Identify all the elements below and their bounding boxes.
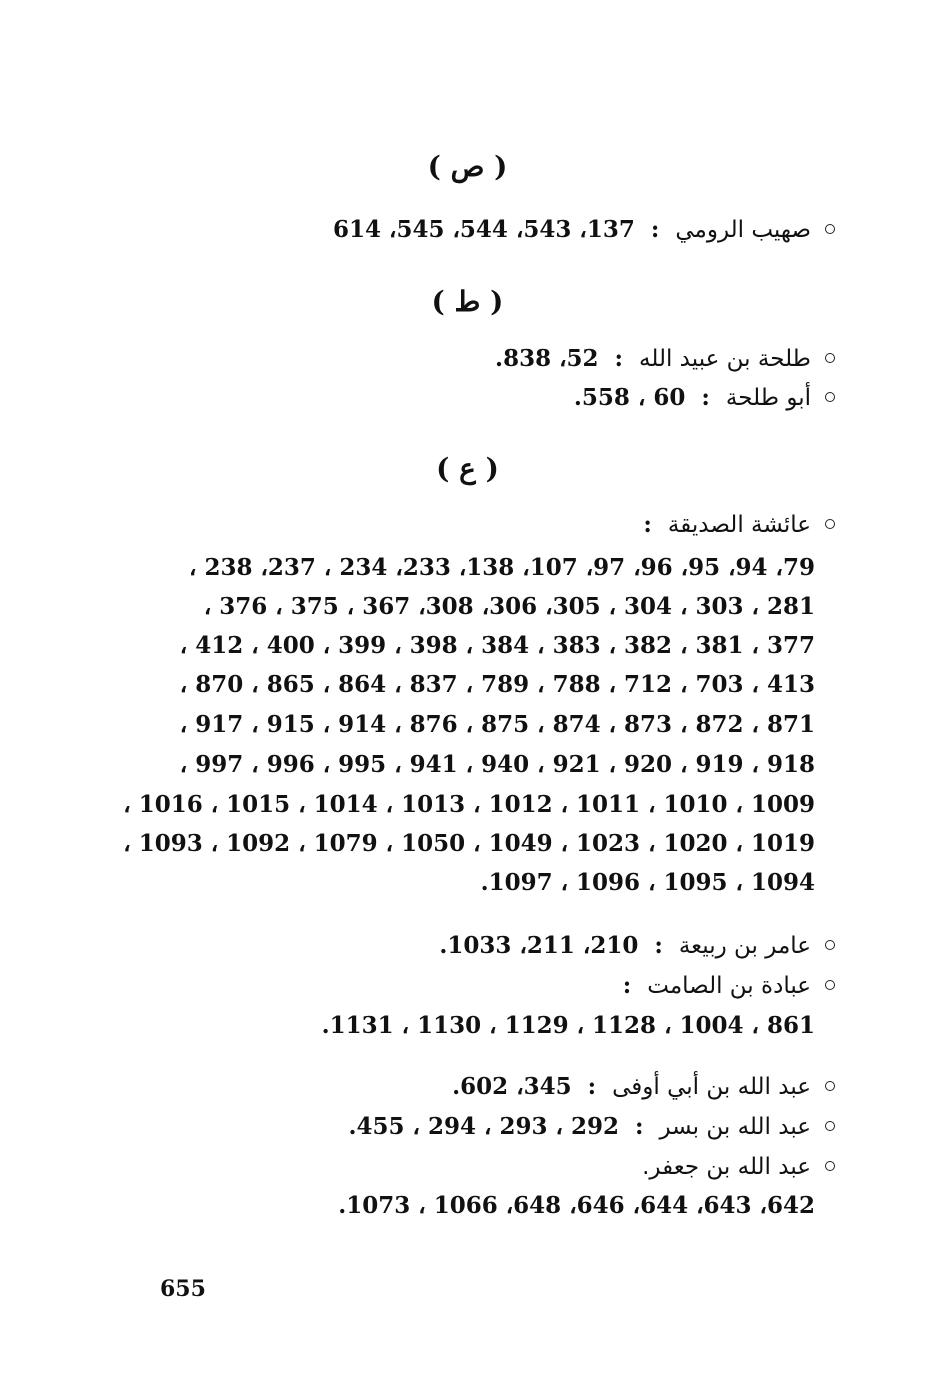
bullet-icon	[825, 940, 835, 950]
entry-name: عامر بن ربيعة	[678, 933, 811, 959]
entry-refs: 137، 543، 544، 545، 614	[333, 216, 635, 243]
aisha-refs-line: 413 ، 703 ، 712 ، 788 ، 789 ، 837 ، 864 ، 865 ، 870 ،	[179, 671, 815, 698]
entry-name: عائشة الصديقة	[667, 512, 811, 538]
entry-ubada	[607, 974, 835, 998]
entry-refs: 345، 602.	[452, 1073, 572, 1100]
entry-name: عبد الله بن جعفر.	[642, 1154, 811, 1180]
colon: :	[654, 932, 663, 959]
entry-abdullah-busr	[349, 1115, 835, 1139]
colon: :	[614, 345, 624, 372]
aisha-refs-line: 871 ، 872 ، 873 ، 874 ، 875 ، 876 ، 914 ، 915 ، 917 ،	[179, 711, 815, 738]
colon: :	[643, 511, 652, 538]
bullet-icon	[825, 1121, 835, 1131]
entry-name: أبو طلحة	[725, 385, 811, 411]
aisha-refs-line: 79، 94، 95، 96، 97، 107، 138، 233، 234 ، 237، 238 ،	[189, 554, 815, 581]
entry-name: عبد الله بن بسر	[659, 1114, 811, 1140]
colon: :	[650, 216, 660, 243]
entry-refs: 292 ، 293 ، 294 ، 455.	[348, 1113, 619, 1140]
entry-refs: 210، 211، 1033.	[439, 932, 639, 959]
bullet-icon	[825, 1081, 835, 1091]
entry-talha	[495, 347, 835, 371]
bullet-icon	[825, 224, 835, 234]
bullet-icon	[825, 353, 835, 363]
aisha-refs-line: 281 ، 303 ، 304 ، 305، 306، 308، 367 ، 375 ، 376 ،	[203, 593, 815, 620]
entry-suhaib	[333, 218, 835, 242]
bullet-icon	[825, 980, 835, 990]
entry-abdullah-abi-awfa	[452, 1075, 835, 1099]
ubada-refs-line: 861 ، 1004 ، 1128 ، 1129 ، 1130 ، 1131.	[321, 1012, 815, 1039]
aisha-refs-line: 1019 ، 1020 ، 1023 ، 1049 ، 1050 ، 1079 ، 1092 ، 1093 ،	[123, 830, 815, 857]
abdullah-jafar-refs-line: 642، 643، 644، 646، 648، 1066 ، 1073.	[338, 1192, 815, 1219]
bullet-icon	[825, 1161, 835, 1171]
entry-abdullah-jafar	[642, 1155, 835, 1179]
section-heading-sad: ( ص )	[427, 150, 508, 183]
entry-aisha	[627, 513, 835, 537]
bullet-icon	[825, 392, 835, 402]
entry-name: صهيب الرومي	[675, 217, 811, 243]
colon: :	[634, 1113, 644, 1140]
entry-amer	[439, 934, 835, 958]
aisha-refs-line: 918 ، 919 ، 920 ، 921 ، 940 ، 941 ، 995 ، 996 ، 997 ،	[179, 751, 815, 778]
entry-refs: 52، 838.	[495, 345, 599, 372]
colon: :	[622, 972, 632, 999]
colon: :	[587, 1073, 597, 1100]
colon: :	[701, 384, 710, 411]
aisha-refs-line: 1094 ، 1095 ، 1096 ، 1097.	[480, 869, 815, 896]
entry-refs: 60 ، 558.	[573, 384, 686, 411]
page-number: 655	[160, 1276, 206, 1302]
entry-name: طلحة بن عبيد الله	[639, 346, 811, 372]
section-heading-ain: ( ع )	[436, 452, 499, 485]
entry-abu-talha	[574, 386, 835, 410]
entry-name: عبد الله بن أبي أوفى	[612, 1074, 811, 1100]
bullet-icon	[825, 519, 835, 529]
aisha-refs-line: 1009 ، 1010 ، 1011 ، 1012 ، 1013 ، 1014 ، 1015 ، 1016 ،	[123, 791, 815, 818]
entry-name: عبادة بن الصامت	[647, 973, 811, 999]
aisha-refs-line: 377 ، 381 ، 382 ، 383 ، 384 ، 398 ، 399 ، 400 ، 412 ،	[179, 632, 815, 659]
section-heading-ta: ( ط )	[431, 285, 504, 318]
